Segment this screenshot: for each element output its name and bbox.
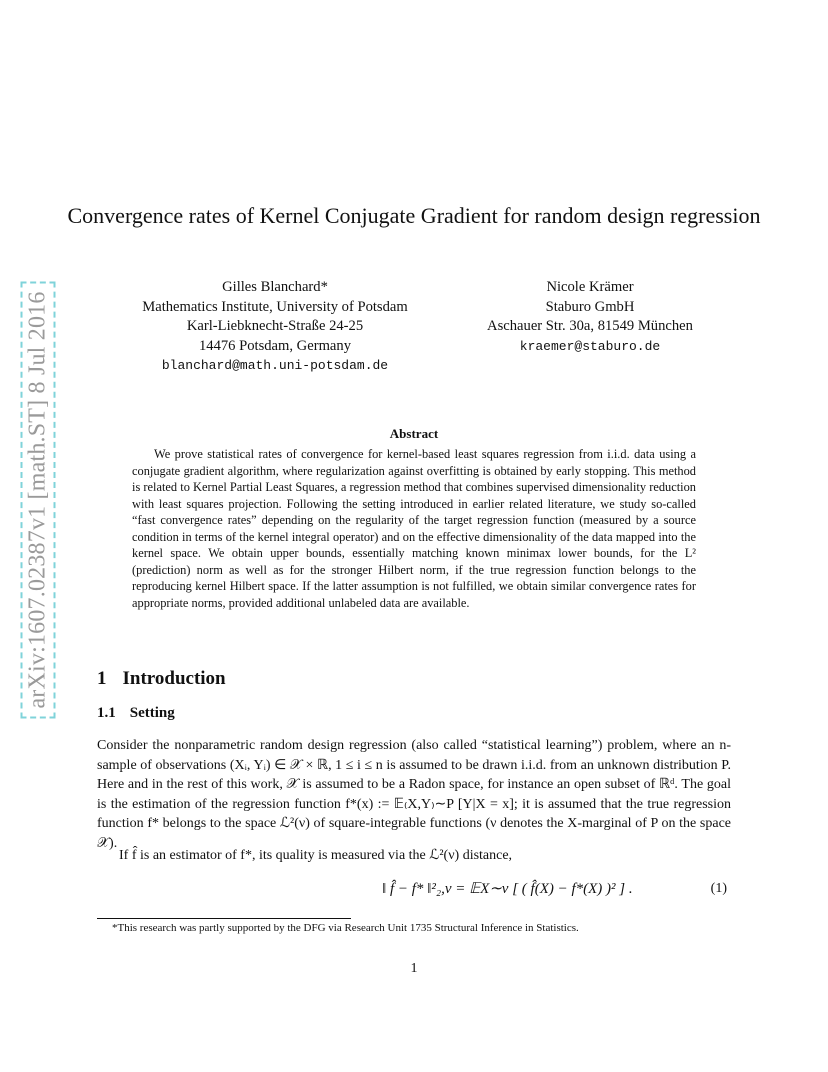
author-1-affiliation: Mathematics Institute, University of Potsdam	[142, 298, 408, 315]
page-number: 1	[410, 961, 418, 976]
abstract-heading: Abstract	[389, 426, 439, 441]
equation-body: ‖ f̂ − f* ‖²₂,ν = 𝔼X∼ν [ ( f̂(X) − f*(X) )² ] .	[382, 881, 633, 897]
author-2-name: Nicole Krämer	[546, 279, 634, 295]
author-2-email: kraemer@staburo.de	[519, 338, 661, 354]
abstract-text: We prove statistical rates of convergence for kernel-based least squares regression from i.i.d. data using a conjugate gradient algorithm, where regularization against overfitting is obtained by early stopping. This method is related to Kernel Partial Least Squares, a regression method that combines supervised dimensionality reduction with least squares projection. Following the setting introduced in earlier related literature, we study so-called “fast convergence rates” depending on the regularity of the target regression function (measured by a source condition in terms of the kernel integral operator) and on the effective dimensionality of the data mapped into the kernel space. We obtain upper bounds, essentially matching known minimax lower bounds, for the L² (prediction) norm as well as for the stronger Hilbert norm, if the true regression function belongs to the reproducing kernel Hilbert space. If the latter assumption is not fulfilled, we obtain similar convergence rates for appropriate norms, provided additional unlabeled data are available.	[132, 447, 696, 610]
author-1-name: Gilles Blanchard*	[222, 279, 328, 295]
equation-1	[97, 875, 731, 907]
subsection-number: 1.1	[97, 705, 116, 721]
section-title: Introduction	[122, 668, 226, 689]
subsection-heading	[97, 705, 175, 722]
author-1-street: Karl-Liebknecht-Straße 24-25	[186, 318, 364, 334]
subsection-title: Setting	[129, 705, 175, 721]
section-number: 1	[97, 668, 107, 689]
author-2-affiliation: Staburo GmbH	[545, 298, 635, 315]
footnote-rule	[97, 918, 351, 919]
author-1	[100, 278, 450, 376]
equation-number: (1)	[710, 881, 727, 896]
author-1-email: blanchard@math.uni-potsdam.de	[161, 358, 389, 373]
section-heading	[97, 668, 226, 690]
author-2-street: Aschauer Str. 30a, 81549 München	[487, 318, 693, 334]
author-2	[450, 278, 730, 356]
arxiv-identifier: arXiv:1607.02387v1 [math.ST] 8 Jul 2016	[21, 281, 56, 718]
body-paragraph-2: If f̂ is an estimator of f*, its quality is measured via the ℒ²(ν) distance,	[119, 848, 513, 863]
footnote: *This research was partly supported by the DFG via Research Unit 1735 Structural Inference in Statistics.	[112, 922, 579, 934]
author-1-city: 14476 Potsdam, Germany	[198, 337, 351, 354]
paper-title: Convergence rates of Kernel Conjugate Gradient for random design regression	[67, 203, 761, 228]
body-paragraph-1: Consider the nonparametric random design regression (also called “statistical learning”) problem, where an n-sample of observations (Xᵢ, Yᵢ) ∈ 𝒳 × ℝ, 1 ≤ i ≤ n is assumed to be drawn i.i.d. from an unknown distribution P. Here and in the rest of this work, 𝒳 is assumed to be a Radon space, for instance an open subset of ℝᵈ. The goal is the estimation of the regression function f*(x) := 𝔼₍X,Y₎∼P [Y|X = x]; it is assumed that the true regression function f* belongs to the space ℒ²(ν) of square-integrable functions (ν denotes the X-marginal of P on the space 𝒳).	[97, 738, 731, 851]
